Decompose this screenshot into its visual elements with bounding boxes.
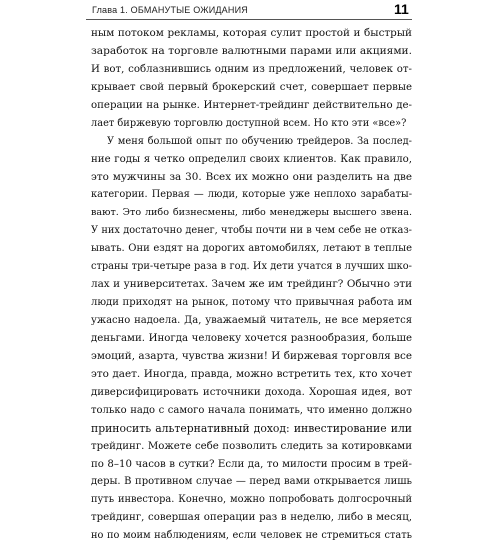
text-line: У меня большой опыт по обучению трейдеров. За послед- [107,135,412,147]
header-rule [86,19,412,20]
text-line: страны три-четыре раза в год. Их дети учатся в лучших шко- [91,261,412,273]
text-line: трейдинг, совершая операции раз в неделю, либо в месяц, [91,512,412,524]
running-header [0,0,500,22]
text-line: ным потоком рекламы, которая сулит простой и быстрый [91,27,412,39]
text-line: лает биржевую торговлю доступной всем. Но кто эти «все»? [91,117,407,129]
text-line: путь инвестора. Конечно, можно попробовать долгосрочный [91,494,412,506]
text-line: крывает свой первый брокерский счет, совершает первые [91,81,412,93]
text-line: ывать. Они ездят на дорогих автомобилях, летают в теплые [91,243,412,255]
text-line: заработок на торговле валютными парами или акциями. [91,44,412,57]
paragraph-2 [91,133,412,545]
text-line: операции на рынке. Интернет-трейдинг действительно де- [91,99,412,111]
text-line: это мужчины за 30. Всех их можно они разделить на две [91,170,412,183]
text-line: но по моим наблюдениям, если человек не стремиться стать [91,530,412,542]
text-line: У них достаточно денег, чтобы почти ни в чем себе не отказ- [91,225,412,237]
chapter-title: Глава 1. ОБМАНУТЫЕ ОЖИДАНИЯ [92,5,248,15]
text-line: вают. Это либо бизнесмены, либо менеджеры высшего звена. [91,207,412,219]
text-line: трейдинг. Можете себе позволить следить за котировками [91,440,412,452]
text-line: деры. В противном случае — перед вами открывается лишь [91,476,412,488]
text-line: категории. Первая — люди, которые уже неплохо зарабаты- [91,189,412,201]
text-line: диверсифицировать источники дохода. Хорошая идея, вот [91,386,412,398]
text-line: ние годы я четко определил своих клиентов. Как правило, [91,153,412,165]
text-line: И вот, соблазнившись одним из предложений, человек от- [91,63,412,75]
text-line: приносить альтернативный доход: инвестирование или [91,421,412,435]
page-number: 11 [394,1,409,17]
text-line: по 8–10 часов в сутки? Если да, то милости просим в трей- [91,458,412,470]
text-line: ужасно надоела. Да, уважаемый читатель, не все меряется [91,315,412,326]
paragraph-1 [91,25,412,133]
text-line: деньгами. Иногда человеку хочется разнообразия, больше [91,332,412,344]
body-text [91,25,412,545]
text-line: люди приходят на рынок, потому что привычная работа им [91,297,412,309]
text-line: лах и университетах. Зачем же им трейдинг? Обычно эти [91,278,412,291]
text-line: эмоций, азарта, чувства жизни! И биржевая торговля все [91,349,412,362]
text-line: это дает. Иногда, правда, можно встретить тех, кто хочет [91,367,412,380]
text-line: только надо с самого начала понимать, что именно должно [91,404,412,416]
